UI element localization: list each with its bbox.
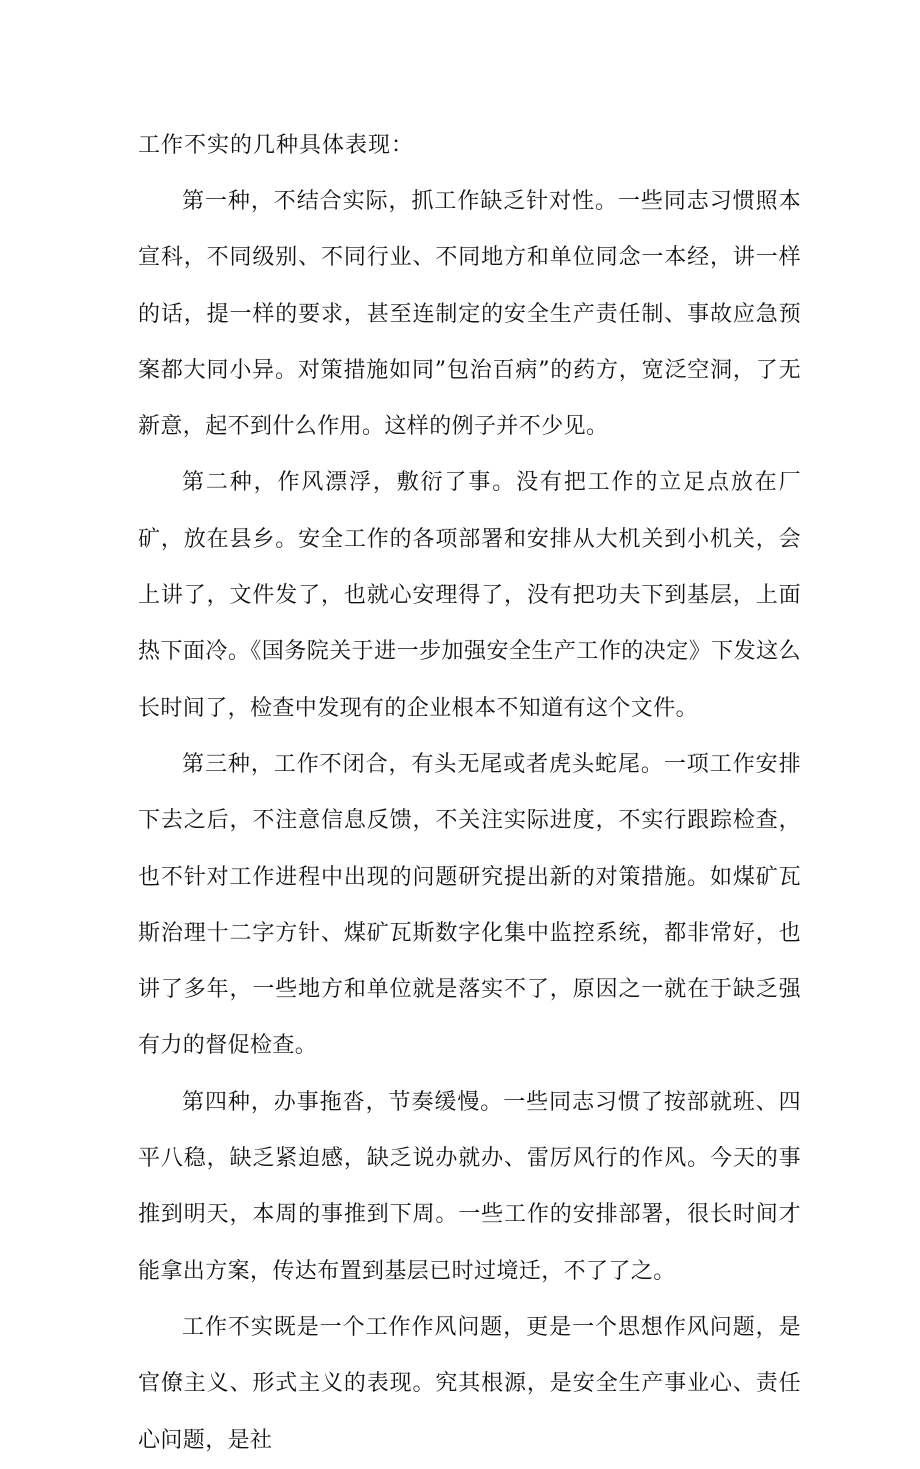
paragraph-third-type: 第三种，工作不闭合，有头无尾或者虎头蛇尾。一项工作安排下去之后，不注意信息反馈，不关注实际进度，不实行跟踪检查，也不针对工作进程中出现的问题研究提出新的对策措施。如煤矿瓦斯治理十二字方针、煤矿瓦斯数字化集中监控系统，都非常好，也讲了多年，一些地方和单位就是落实不了，原因之一就在于缺乏强有力的督促检查。	[138, 751, 801, 1059]
paragraph-conclusion: 工作不实既是一个工作作风问题，更是一个思想作风问题，是官僚主义、形式主义的表现。究其根源，是安全生产事业心、责任心问题，是社	[138, 1314, 801, 1453]
paragraph-second-type: 第二种，作风漂浮，敷衍了事。没有把工作的立足点放在厂矿，放在县乡。安全工作的各项部署和安排从大机关到小机关，会上讲了，文件发了，也就心安理得了，没有把功夫下到基层，上面热下面冷。《国务院关于进一步加强安全生产工作的决定》下发这么长时间了，检查中发现有的企业根本不知道有这个文件。	[138, 470, 801, 721]
section-heading: 工作不实的几种具体表现：	[138, 133, 415, 158]
paragraph-first-type: 第一种，不结合实际，抓工作缺乏针对性。一些同志习惯照本宣科，不同级别、不同行业、不同地方和单位同念一本经，讲一样的话，提一样的要求，甚至连制定的安全生产责任制、事故应急预案都大同小异。对策措施如同”包治百病”的药方，宽泛空洞，了无新意，起不到什么作用。这样的例子并不少见。	[138, 189, 801, 440]
paragraph-fourth-type: 第四种，办事拖沓，节奏缓慢。一些同志习惯了按部就班、四平八稳，缺乏紧迫感，缺乏说办就办、雷厉风行的作风。今天的事推到明天，本周的事推到下周。一些工作的安排部署，很长时间才能拿出方案，传达布置到基层已时过境迁，不了了之。	[138, 1089, 801, 1284]
document-body	[138, 118, 801, 1469]
